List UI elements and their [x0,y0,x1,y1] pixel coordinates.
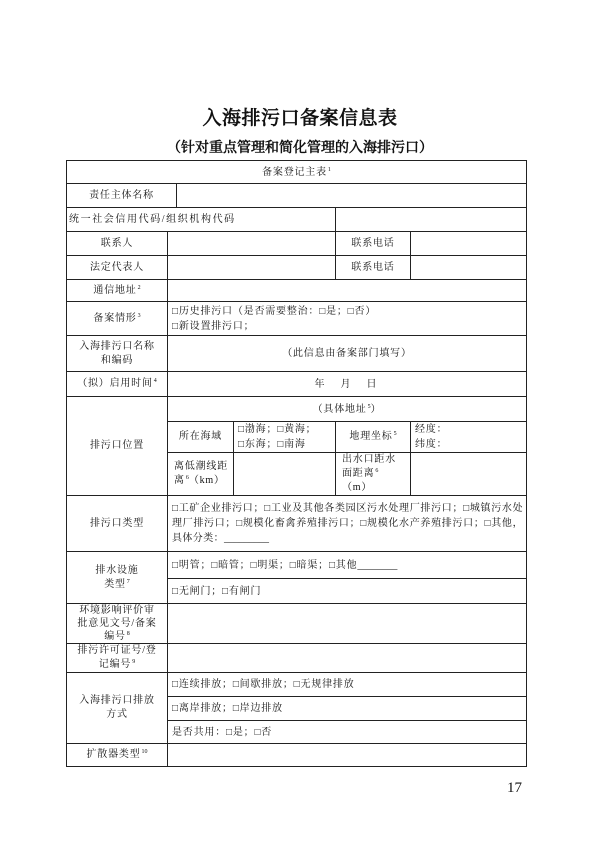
form-header-cell [67,161,527,184]
contact-phone-label: 联系电话 [336,232,411,256]
outlet-name-code-label: 入海排污口名称和编码 [67,336,168,372]
responsible-entity-value [177,184,527,208]
outlet-name-code-row [67,336,527,372]
sea-area-options [234,422,336,453]
footnote-marker: 10 [141,749,148,755]
footnote-marker: 4 [153,378,157,384]
footnote-marker: 7 [126,578,130,585]
outlet-type-blank: _________ [224,533,269,544]
eia-approval-value [168,604,527,644]
location-address-row [67,397,527,422]
low-tide-distance-label [168,453,234,496]
drainage-channel-options-text: □明管；□暗管；□明渠；□暗渠；□其他 [172,559,358,571]
low-tide-distance-text: 离低潮线距离 [174,461,228,486]
specific-address-open: （具体地址 [312,403,367,415]
discharge-shared-options: 是否共用：□是；□否 [168,721,527,744]
form-header-row [67,161,527,184]
eia-approval-row [67,604,527,644]
mailing-address-label-text: 通信地址 [93,284,137,296]
coordinates-values [411,422,527,453]
option-historical-outlet: □历史排污口（是否需要整治：□是；□否） [172,305,377,317]
contact-person-value [168,232,336,256]
footnote-marker: 6 [185,475,189,481]
start-time-label [67,372,168,397]
filing-form-table [66,160,527,767]
diffuser-type-row [67,744,527,767]
diffuser-type-value [168,744,527,767]
discharge-permit-value [168,644,527,673]
footnote-marker: 3 [137,312,141,319]
specific-address-close: ） [370,403,382,415]
diffuser-type-label-text: 扩散器类型 [86,749,141,760]
coordinates-label-text: 地理坐标 [349,431,393,442]
responsible-entity-label: 责任主体名称 [67,184,177,208]
page-number: 17 [507,780,522,796]
drainage-channel-row [67,552,527,579]
start-time-label-text: （拟）启用时间 [77,378,153,389]
option-new-outlet: □新设置排污口； [172,320,255,332]
credit-code-value [336,208,527,232]
footnote-marker: 5 [393,431,397,437]
specific-address-cell [168,397,527,422]
outlet-type-row [67,496,527,552]
contact-person-label: 联系人 [67,232,168,256]
longitude-label: 经度： [415,424,448,435]
footnote-marker: 8 [126,631,130,637]
document-title: 入海排污口备案信息表 [202,107,398,129]
discharge-mode-label: 入海排污口排放方式 [67,673,168,744]
outlet-name-code-value: （此信息由备案部门填写） [168,336,527,372]
legal-representative-label: 法定代表人 [67,256,168,280]
outlet-depth-label [336,453,411,496]
outlet-depth-text: 出水口距水面距离 [342,454,396,479]
responsible-entity-row [67,184,527,208]
low-tide-distance-value [234,453,336,496]
low-tide-distance-unit: （km） [188,475,225,486]
legal-representative-row [67,256,527,280]
sea-area-label: 所在海域 [168,422,234,453]
diffuser-type-label [67,744,168,767]
drainage-other-blank: ________ [357,559,398,571]
form-header-title: 备案登记主表 [262,166,327,178]
discharge-continuity-row [67,673,527,697]
filing-situation-label-text: 备案情形 [93,312,137,324]
sea-options-line1: □渤海；□黄海； [238,424,317,435]
outlet-type-label: 排污口类型 [67,496,168,552]
footnote-marker: 6 [375,468,379,474]
outlet-depth-unit: （m） [342,482,373,493]
discharge-position-options: □离岸排放；□岸边排放 [168,697,527,721]
outlet-depth-value [411,453,527,496]
discharge-permit-label-text: 排污许可证号/登记编号 [77,645,157,670]
drainage-facility-label-text: 排水设施类型 [95,564,139,590]
credit-code-row [67,208,527,232]
drainage-facility-label-wrap [94,564,140,592]
location-label: 排污口位置 [67,397,168,496]
latitude-label: 纬度： [415,439,448,450]
outlet-type-options-text: □工矿企业排污口；□工业及其他各类园区污水处理厂排污口；□城镇污水处理厂排污口；□规模化畜禽养殖排污口；□规模化水产养殖排污口；□其他，具体分类： [172,503,523,544]
sea-options-line2: □东海；□南海 [238,439,306,450]
discharge-permit-label [67,644,168,673]
drainage-channel-options [168,552,527,579]
footnote-marker: 5 [367,403,371,410]
drainage-gate-options: □无闸门；□有闸门 [168,579,527,604]
footnote-marker: 9 [132,659,136,665]
outlet-type-options [168,496,527,552]
legal-representative-value [168,256,336,280]
contact-phone-value [411,232,527,256]
credit-code-label: 统一社会信用代码/组织机构代码 [67,208,336,232]
discharge-permit-row [67,644,527,673]
mailing-address-value [168,280,527,302]
footnote-marker: 1 [327,166,331,173]
legal-rep-phone-label: 联系电话 [336,256,411,280]
coordinates-label [336,422,411,453]
drainage-facility-label [67,552,168,604]
filing-situation-label [67,302,168,336]
start-time-date: 年 月 日 [168,372,527,397]
discharge-continuity-options: □连续排放；□间歇排放；□无规律排放 [168,673,527,697]
legal-rep-phone-value [411,256,527,280]
contact-person-row [67,232,527,256]
eia-approval-label-text: 环境影响评价审批意见文号/备案编号 [77,605,157,642]
mailing-address-label [67,280,168,302]
filing-situation-options [168,302,527,336]
start-time-row [67,372,527,397]
mailing-address-row [67,280,527,302]
document-subtitle: （针对重点管理和简化管理的入海排污口） [167,140,433,156]
eia-approval-label [67,604,168,644]
footnote-marker: 2 [137,284,141,291]
filing-situation-row [67,302,527,336]
